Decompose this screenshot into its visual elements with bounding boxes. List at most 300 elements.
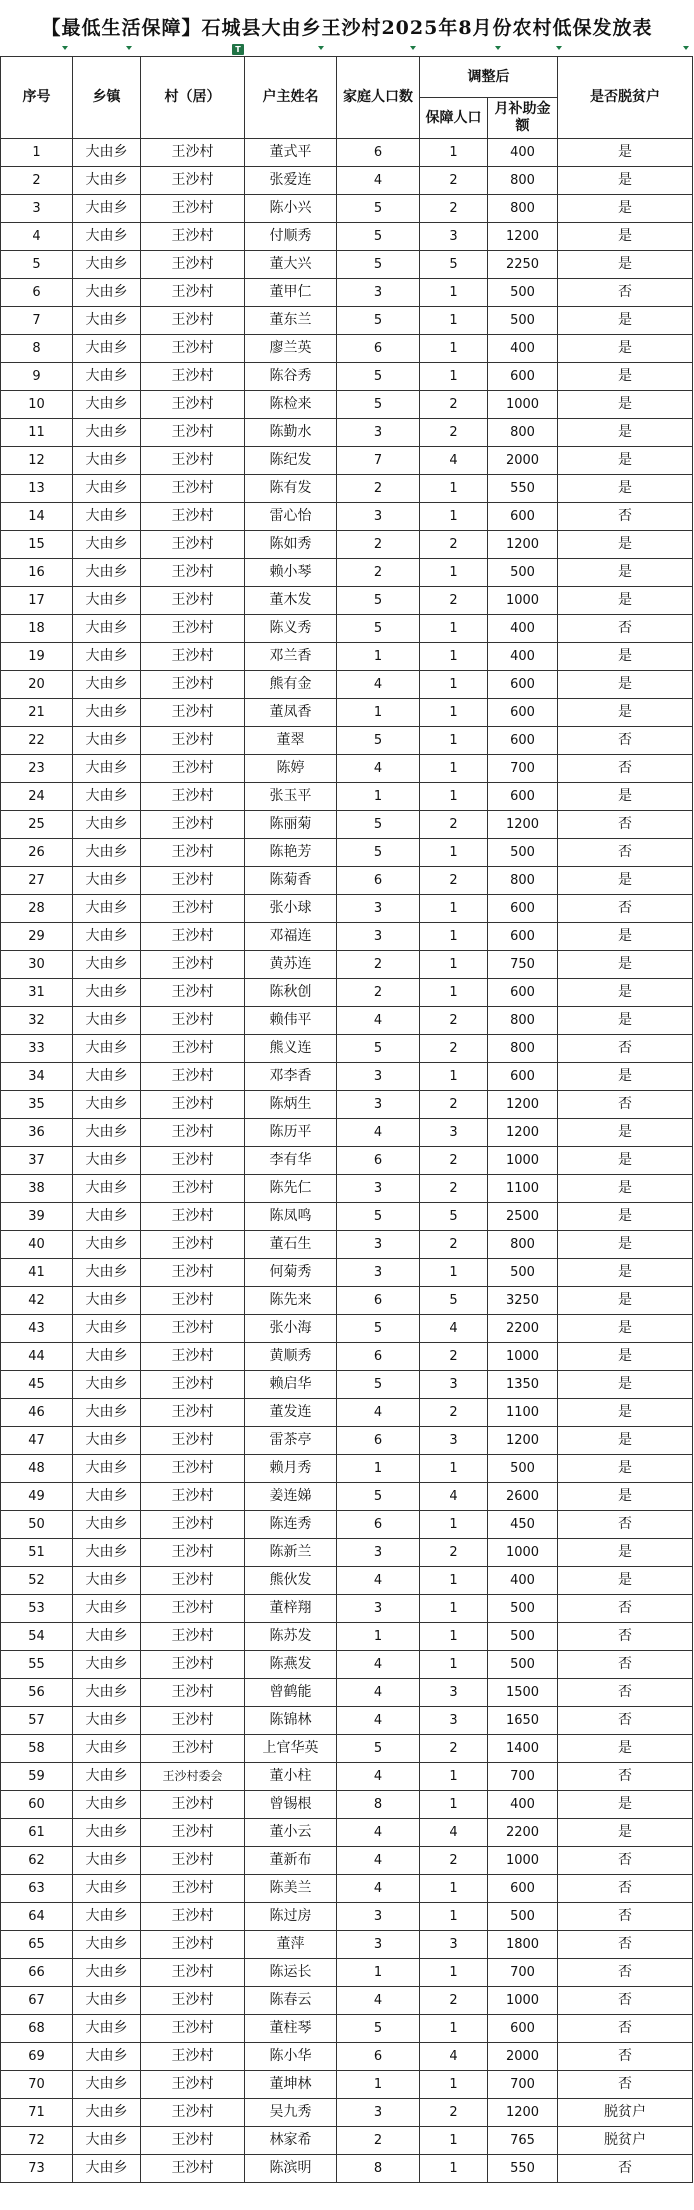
cell-family-size: 5 bbox=[337, 1035, 420, 1063]
cell-village: 王沙村 bbox=[141, 1343, 245, 1371]
cell-township: 大由乡 bbox=[73, 1931, 141, 1959]
cell-village: 王沙村 bbox=[141, 2099, 245, 2127]
table-row bbox=[1, 1651, 693, 1679]
cell-seq: 70 bbox=[1, 2071, 73, 2099]
cell-family-size: 4 bbox=[337, 1399, 420, 1427]
cell-poverty-exit: 是 bbox=[558, 951, 693, 979]
table-row bbox=[1, 783, 693, 811]
cell-seq: 5 bbox=[1, 251, 73, 279]
cell-covered: 1 bbox=[420, 839, 488, 867]
cell-covered: 2 bbox=[420, 391, 488, 419]
filter-active-icon[interactable]: T bbox=[232, 44, 244, 55]
cell-householder: 陈义秀 bbox=[245, 615, 337, 643]
cell-seq: 40 bbox=[1, 1231, 73, 1259]
cell-subsidy: 1000 bbox=[488, 1987, 558, 2015]
cell-village: 王沙村 bbox=[141, 2043, 245, 2071]
cell-seq: 54 bbox=[1, 1623, 73, 1651]
filter-dropdown-arrow-icon[interactable] bbox=[126, 46, 132, 50]
cell-covered: 1 bbox=[420, 139, 488, 167]
cell-seq: 21 bbox=[1, 699, 73, 727]
cell-subsidy: 600 bbox=[488, 1875, 558, 1903]
table-row bbox=[1, 727, 693, 755]
cell-poverty-exit: 否 bbox=[558, 1035, 693, 1063]
filter-bar bbox=[0, 44, 694, 56]
cell-village: 王沙村 bbox=[141, 503, 245, 531]
cell-covered: 1 bbox=[420, 1791, 488, 1819]
cell-subsidy: 400 bbox=[488, 335, 558, 363]
cell-family-size: 1 bbox=[337, 1455, 420, 1483]
cell-seq: 44 bbox=[1, 1343, 73, 1371]
cell-township: 大由乡 bbox=[73, 1707, 141, 1735]
cell-village: 王沙村 bbox=[141, 1595, 245, 1623]
cell-family-size: 1 bbox=[337, 1623, 420, 1651]
cell-subsidy: 500 bbox=[488, 1595, 558, 1623]
cell-subsidy: 2600 bbox=[488, 1483, 558, 1511]
cell-seq: 69 bbox=[1, 2043, 73, 2071]
cell-seq: 3 bbox=[1, 195, 73, 223]
cell-village: 王沙村 bbox=[141, 1203, 245, 1231]
cell-township: 大由乡 bbox=[73, 1875, 141, 1903]
cell-township: 大由乡 bbox=[73, 643, 141, 671]
header-seq[interactable]: 序号 bbox=[1, 57, 73, 139]
header-subsidy[interactable]: 月补助金额 bbox=[488, 98, 558, 139]
cell-covered: 1 bbox=[420, 1875, 488, 1903]
cell-subsidy: 500 bbox=[488, 1259, 558, 1287]
cell-householder: 邓李香 bbox=[245, 1063, 337, 1091]
cell-seq: 35 bbox=[1, 1091, 73, 1119]
cell-family-size: 3 bbox=[337, 923, 420, 951]
cell-subsidy: 800 bbox=[488, 1035, 558, 1063]
cell-subsidy: 2000 bbox=[488, 447, 558, 475]
cell-seq: 11 bbox=[1, 419, 73, 447]
cell-poverty-exit: 否 bbox=[558, 1847, 693, 1875]
cell-village: 王沙村 bbox=[141, 1455, 245, 1483]
filter-dropdown-arrow-icon[interactable] bbox=[410, 46, 416, 50]
header-township[interactable]: 乡镇 bbox=[73, 57, 141, 139]
cell-seq: 12 bbox=[1, 447, 73, 475]
table-row bbox=[1, 1931, 693, 1959]
cell-township: 大由乡 bbox=[73, 1483, 141, 1511]
cell-poverty-exit: 是 bbox=[558, 223, 693, 251]
cell-village: 王沙村 bbox=[141, 867, 245, 895]
table-row bbox=[1, 979, 693, 1007]
cell-family-size: 1 bbox=[337, 783, 420, 811]
cell-seq: 39 bbox=[1, 1203, 73, 1231]
cell-covered: 2 bbox=[420, 2099, 488, 2127]
table-row bbox=[1, 1119, 693, 1147]
cell-seq: 32 bbox=[1, 1007, 73, 1035]
cell-householder: 张小球 bbox=[245, 895, 337, 923]
cell-village: 王沙村 bbox=[141, 1175, 245, 1203]
cell-township: 大由乡 bbox=[73, 531, 141, 559]
cell-covered: 2 bbox=[420, 1007, 488, 1035]
cell-subsidy: 1800 bbox=[488, 1931, 558, 1959]
cell-seq: 61 bbox=[1, 1819, 73, 1847]
cell-covered: 2 bbox=[420, 167, 488, 195]
table-row bbox=[1, 1035, 693, 1063]
cell-subsidy: 2500 bbox=[488, 1203, 558, 1231]
cell-family-size: 8 bbox=[337, 2155, 420, 2183]
cell-seq: 55 bbox=[1, 1651, 73, 1679]
cell-township: 大由乡 bbox=[73, 727, 141, 755]
cell-poverty-exit: 否 bbox=[558, 1931, 693, 1959]
cell-family-size: 4 bbox=[337, 1119, 420, 1147]
cell-seq: 63 bbox=[1, 1875, 73, 1903]
header-family-size[interactable]: 家庭人口数 bbox=[337, 57, 420, 139]
table-row bbox=[1, 1231, 693, 1259]
cell-householder: 陈锦林 bbox=[245, 1707, 337, 1735]
table-row bbox=[1, 1539, 693, 1567]
page-title: 【最低生活保障】石城县大由乡王沙村2025年8月份农村低保发放表 bbox=[41, 16, 653, 39]
cell-family-size: 6 bbox=[337, 2043, 420, 2071]
cell-poverty-exit: 否 bbox=[558, 1679, 693, 1707]
cell-family-size: 3 bbox=[337, 1931, 420, 1959]
cell-seq: 58 bbox=[1, 1735, 73, 1763]
cell-family-size: 2 bbox=[337, 951, 420, 979]
cell-seq: 51 bbox=[1, 1539, 73, 1567]
cell-seq: 30 bbox=[1, 951, 73, 979]
cell-poverty-exit: 是 bbox=[558, 1259, 693, 1287]
cell-family-size: 3 bbox=[337, 895, 420, 923]
cell-poverty-exit: 否 bbox=[558, 1511, 693, 1539]
cell-poverty-exit: 否 bbox=[558, 2071, 693, 2099]
cell-family-size: 7 bbox=[337, 447, 420, 475]
cell-poverty-exit: 是 bbox=[558, 783, 693, 811]
cell-township: 大由乡 bbox=[73, 2127, 141, 2155]
cell-poverty-exit: 是 bbox=[558, 643, 693, 671]
cell-poverty-exit: 脱贫户 bbox=[558, 2127, 693, 2155]
cell-householder: 董东兰 bbox=[245, 307, 337, 335]
cell-seq: 27 bbox=[1, 867, 73, 895]
table-row bbox=[1, 2099, 693, 2127]
cell-township: 大由乡 bbox=[73, 671, 141, 699]
cell-seq: 43 bbox=[1, 1315, 73, 1343]
header-poverty-exit[interactable]: 是否脱贫户 bbox=[558, 57, 693, 139]
header-adjusted: 调整后 bbox=[420, 57, 558, 98]
cell-subsidy: 1200 bbox=[488, 1091, 558, 1119]
table-row bbox=[1, 1343, 693, 1371]
cell-family-size: 3 bbox=[337, 503, 420, 531]
cell-village: 王沙村 bbox=[141, 643, 245, 671]
cell-householder: 陈小华 bbox=[245, 2043, 337, 2071]
cell-poverty-exit: 否 bbox=[558, 1903, 693, 1931]
cell-householder: 林家希 bbox=[245, 2127, 337, 2155]
cell-seq: 41 bbox=[1, 1259, 73, 1287]
cell-poverty-exit: 是 bbox=[558, 1791, 693, 1819]
cell-covered: 3 bbox=[420, 1119, 488, 1147]
cell-township: 大由乡 bbox=[73, 223, 141, 251]
cell-village: 王沙村 bbox=[141, 475, 245, 503]
cell-poverty-exit: 否 bbox=[558, 1763, 693, 1791]
cell-village: 王沙村 bbox=[141, 2015, 245, 2043]
cell-subsidy: 1200 bbox=[488, 811, 558, 839]
cell-householder: 董大兴 bbox=[245, 251, 337, 279]
cell-covered: 4 bbox=[420, 1483, 488, 1511]
cell-village: 王沙村 bbox=[141, 1035, 245, 1063]
filter-dropdown-arrow-icon[interactable] bbox=[683, 46, 689, 50]
cell-village: 王沙村 bbox=[141, 531, 245, 559]
cell-village: 王沙村 bbox=[141, 1007, 245, 1035]
cell-covered: 1 bbox=[420, 1063, 488, 1091]
cell-seq: 57 bbox=[1, 1707, 73, 1735]
cell-village: 王沙村 bbox=[141, 167, 245, 195]
table-row bbox=[1, 1875, 693, 1903]
cell-poverty-exit: 是 bbox=[558, 1567, 693, 1595]
cell-village: 王沙村 bbox=[141, 1315, 245, 1343]
cell-poverty-exit: 是 bbox=[558, 1231, 693, 1259]
cell-poverty-exit: 否 bbox=[558, 755, 693, 783]
cell-subsidy: 800 bbox=[488, 1007, 558, 1035]
cell-householder: 董新布 bbox=[245, 1847, 337, 1875]
table-row bbox=[1, 1287, 693, 1315]
cell-village: 王沙村 bbox=[141, 1735, 245, 1763]
header-covered[interactable]: 保障人口 bbox=[420, 98, 488, 139]
cell-subsidy: 400 bbox=[488, 643, 558, 671]
cell-village: 王沙村 bbox=[141, 1931, 245, 1959]
cell-seq: 7 bbox=[1, 307, 73, 335]
cell-householder: 吴九秀 bbox=[245, 2099, 337, 2127]
cell-subsidy: 750 bbox=[488, 951, 558, 979]
cell-township: 大由乡 bbox=[73, 363, 141, 391]
cell-householder: 董石生 bbox=[245, 1231, 337, 1259]
cell-village: 王沙村 bbox=[141, 2127, 245, 2155]
cell-poverty-exit: 是 bbox=[558, 1287, 693, 1315]
cell-poverty-exit: 是 bbox=[558, 1483, 693, 1511]
cell-subsidy: 1000 bbox=[488, 391, 558, 419]
table-body bbox=[1, 139, 693, 2183]
cell-householder: 曾鹤能 bbox=[245, 1679, 337, 1707]
cell-householder: 陈先来 bbox=[245, 1287, 337, 1315]
cell-township: 大由乡 bbox=[73, 447, 141, 475]
cell-poverty-exit: 是 bbox=[558, 1175, 693, 1203]
table-row bbox=[1, 671, 693, 699]
cell-village: 王沙村 bbox=[141, 839, 245, 867]
cell-township: 大由乡 bbox=[73, 2071, 141, 2099]
table-row bbox=[1, 1483, 693, 1511]
cell-township: 大由乡 bbox=[73, 1147, 141, 1175]
cell-subsidy: 1000 bbox=[488, 1847, 558, 1875]
cell-poverty-exit: 是 bbox=[558, 1371, 693, 1399]
cell-subsidy: 700 bbox=[488, 1959, 558, 1987]
cell-poverty-exit: 是 bbox=[558, 335, 693, 363]
cell-householder: 陈历平 bbox=[245, 1119, 337, 1147]
filter-dropdown-arrow-icon[interactable] bbox=[62, 46, 68, 50]
cell-village: 王沙村 bbox=[141, 1847, 245, 1875]
cell-township: 大由乡 bbox=[73, 1987, 141, 2015]
cell-householder: 陈运长 bbox=[245, 1959, 337, 1987]
cell-village: 王沙村 bbox=[141, 139, 245, 167]
cell-covered: 1 bbox=[420, 1259, 488, 1287]
cell-seq: 33 bbox=[1, 1035, 73, 1063]
cell-seq: 10 bbox=[1, 391, 73, 419]
cell-village: 王沙村 bbox=[141, 671, 245, 699]
table-row bbox=[1, 643, 693, 671]
cell-village: 王沙村 bbox=[141, 1875, 245, 1903]
cell-village: 王沙村 bbox=[141, 1259, 245, 1287]
cell-family-size: 1 bbox=[337, 699, 420, 727]
cell-subsidy: 1500 bbox=[488, 1679, 558, 1707]
cell-township: 大由乡 bbox=[73, 335, 141, 363]
cell-householder: 陈过房 bbox=[245, 1903, 337, 1931]
cell-covered: 1 bbox=[420, 1959, 488, 1987]
cell-subsidy: 2250 bbox=[488, 251, 558, 279]
cell-householder: 邓福连 bbox=[245, 923, 337, 951]
cell-seq: 67 bbox=[1, 1987, 73, 2015]
cell-village: 王沙村 bbox=[141, 1511, 245, 1539]
table-header bbox=[1, 57, 693, 139]
cell-householder: 陈勤水 bbox=[245, 419, 337, 447]
cell-seq: 68 bbox=[1, 2015, 73, 2043]
cell-township: 大由乡 bbox=[73, 1455, 141, 1483]
header-village[interactable]: 村（居） bbox=[141, 57, 245, 139]
cell-householder: 陈丽菊 bbox=[245, 811, 337, 839]
cell-householder: 付顺秀 bbox=[245, 223, 337, 251]
cell-township: 大由乡 bbox=[73, 419, 141, 447]
cell-poverty-exit: 是 bbox=[558, 1203, 693, 1231]
cell-householder: 陈秋创 bbox=[245, 979, 337, 1007]
table-row bbox=[1, 447, 693, 475]
cell-householder: 姜连娣 bbox=[245, 1483, 337, 1511]
cell-township: 大由乡 bbox=[73, 923, 141, 951]
cell-poverty-exit: 是 bbox=[558, 699, 693, 727]
cell-township: 大由乡 bbox=[73, 475, 141, 503]
cell-subsidy: 450 bbox=[488, 1511, 558, 1539]
cell-poverty-exit: 是 bbox=[558, 867, 693, 895]
cell-covered: 3 bbox=[420, 1707, 488, 1735]
cell-poverty-exit: 否 bbox=[558, 2043, 693, 2071]
table-row bbox=[1, 335, 693, 363]
cell-poverty-exit: 是 bbox=[558, 475, 693, 503]
cell-seq: 4 bbox=[1, 223, 73, 251]
cell-seq: 26 bbox=[1, 839, 73, 867]
cell-village: 王沙村 bbox=[141, 1819, 245, 1847]
cell-seq: 18 bbox=[1, 615, 73, 643]
cell-subsidy: 1000 bbox=[488, 1343, 558, 1371]
cell-family-size: 3 bbox=[337, 1595, 420, 1623]
table-row bbox=[1, 1707, 693, 1735]
cell-poverty-exit: 是 bbox=[558, 531, 693, 559]
cell-covered: 4 bbox=[420, 2043, 488, 2071]
cell-township: 大由乡 bbox=[73, 811, 141, 839]
cell-township: 大由乡 bbox=[73, 1567, 141, 1595]
cell-family-size: 4 bbox=[337, 1987, 420, 2015]
cell-seq: 65 bbox=[1, 1931, 73, 1959]
cell-subsidy: 500 bbox=[488, 307, 558, 335]
cell-seq: 72 bbox=[1, 2127, 73, 2155]
cell-subsidy: 500 bbox=[488, 559, 558, 587]
header-householder[interactable]: 户主姓名 bbox=[245, 57, 337, 139]
cell-subsidy: 3250 bbox=[488, 1287, 558, 1315]
cell-family-size: 2 bbox=[337, 979, 420, 1007]
cell-poverty-exit: 否 bbox=[558, 811, 693, 839]
cell-poverty-exit: 否 bbox=[558, 2015, 693, 2043]
cell-poverty-exit: 是 bbox=[558, 1063, 693, 1091]
cell-seq: 56 bbox=[1, 1679, 73, 1707]
cell-poverty-exit: 是 bbox=[558, 1315, 693, 1343]
cell-covered: 3 bbox=[420, 1931, 488, 1959]
cell-township: 大由乡 bbox=[73, 1287, 141, 1315]
cell-township: 大由乡 bbox=[73, 1847, 141, 1875]
cell-covered: 4 bbox=[420, 1819, 488, 1847]
cell-township: 大由乡 bbox=[73, 1343, 141, 1371]
cell-village: 王沙村 bbox=[141, 1147, 245, 1175]
cell-householder: 董小云 bbox=[245, 1819, 337, 1847]
cell-village: 王沙村 bbox=[141, 1959, 245, 1987]
table-row bbox=[1, 307, 693, 335]
cell-householder: 黄苏连 bbox=[245, 951, 337, 979]
filter-dropdown-arrow-icon[interactable] bbox=[556, 46, 562, 50]
table-row bbox=[1, 1595, 693, 1623]
cell-seq: 71 bbox=[1, 2099, 73, 2127]
table-row bbox=[1, 895, 693, 923]
cell-township: 大由乡 bbox=[73, 2099, 141, 2127]
cell-subsidy: 1200 bbox=[488, 1119, 558, 1147]
cell-township: 大由乡 bbox=[73, 1259, 141, 1287]
filter-dropdown-arrow-icon[interactable] bbox=[318, 46, 324, 50]
cell-householder: 陈有发 bbox=[245, 475, 337, 503]
cell-township: 大由乡 bbox=[73, 1763, 141, 1791]
cell-poverty-exit: 是 bbox=[558, 419, 693, 447]
cell-covered: 1 bbox=[420, 1651, 488, 1679]
cell-village: 王沙村 bbox=[141, 587, 245, 615]
table-row bbox=[1, 587, 693, 615]
cell-family-size: 4 bbox=[337, 1567, 420, 1595]
table-row bbox=[1, 1679, 693, 1707]
cell-village: 王沙村 bbox=[141, 1287, 245, 1315]
cell-township: 大由乡 bbox=[73, 1091, 141, 1119]
cell-covered: 2 bbox=[420, 1091, 488, 1119]
cell-seq: 42 bbox=[1, 1287, 73, 1315]
cell-family-size: 4 bbox=[337, 671, 420, 699]
cell-family-size: 5 bbox=[337, 307, 420, 335]
table-row bbox=[1, 923, 693, 951]
cell-seq: 73 bbox=[1, 2155, 73, 2183]
cell-poverty-exit: 是 bbox=[558, 363, 693, 391]
table-row bbox=[1, 951, 693, 979]
cell-township: 大由乡 bbox=[73, 559, 141, 587]
cell-covered: 2 bbox=[420, 1539, 488, 1567]
cell-township: 大由乡 bbox=[73, 979, 141, 1007]
cell-village: 王沙村 bbox=[141, 335, 245, 363]
cell-subsidy: 600 bbox=[488, 699, 558, 727]
cell-householder: 何菊秀 bbox=[245, 1259, 337, 1287]
filter-dropdown-arrow-icon[interactable] bbox=[495, 46, 501, 50]
table-row bbox=[1, 1735, 693, 1763]
cell-seq: 25 bbox=[1, 811, 73, 839]
cell-householder: 雷心怡 bbox=[245, 503, 337, 531]
cell-subsidy: 600 bbox=[488, 727, 558, 755]
cell-township: 大由乡 bbox=[73, 895, 141, 923]
cell-householder: 赖月秀 bbox=[245, 1455, 337, 1483]
cell-householder: 陈连秀 bbox=[245, 1511, 337, 1539]
cell-covered: 1 bbox=[420, 1511, 488, 1539]
cell-village: 王沙村 bbox=[141, 783, 245, 811]
cell-poverty-exit: 是 bbox=[558, 1343, 693, 1371]
cell-poverty-exit: 是 bbox=[558, 1735, 693, 1763]
cell-family-size: 3 bbox=[337, 1231, 420, 1259]
cell-family-size: 3 bbox=[337, 2099, 420, 2127]
cell-village: 王沙村 bbox=[141, 727, 245, 755]
cell-subsidy: 2200 bbox=[488, 1819, 558, 1847]
table-row bbox=[1, 2071, 693, 2099]
cell-township: 大由乡 bbox=[73, 1427, 141, 1455]
cell-covered: 2 bbox=[420, 1399, 488, 1427]
cell-village: 王沙村 bbox=[141, 979, 245, 1007]
cell-subsidy: 600 bbox=[488, 783, 558, 811]
cell-covered: 1 bbox=[420, 279, 488, 307]
cell-covered: 1 bbox=[420, 615, 488, 643]
cell-township: 大由乡 bbox=[73, 1399, 141, 1427]
